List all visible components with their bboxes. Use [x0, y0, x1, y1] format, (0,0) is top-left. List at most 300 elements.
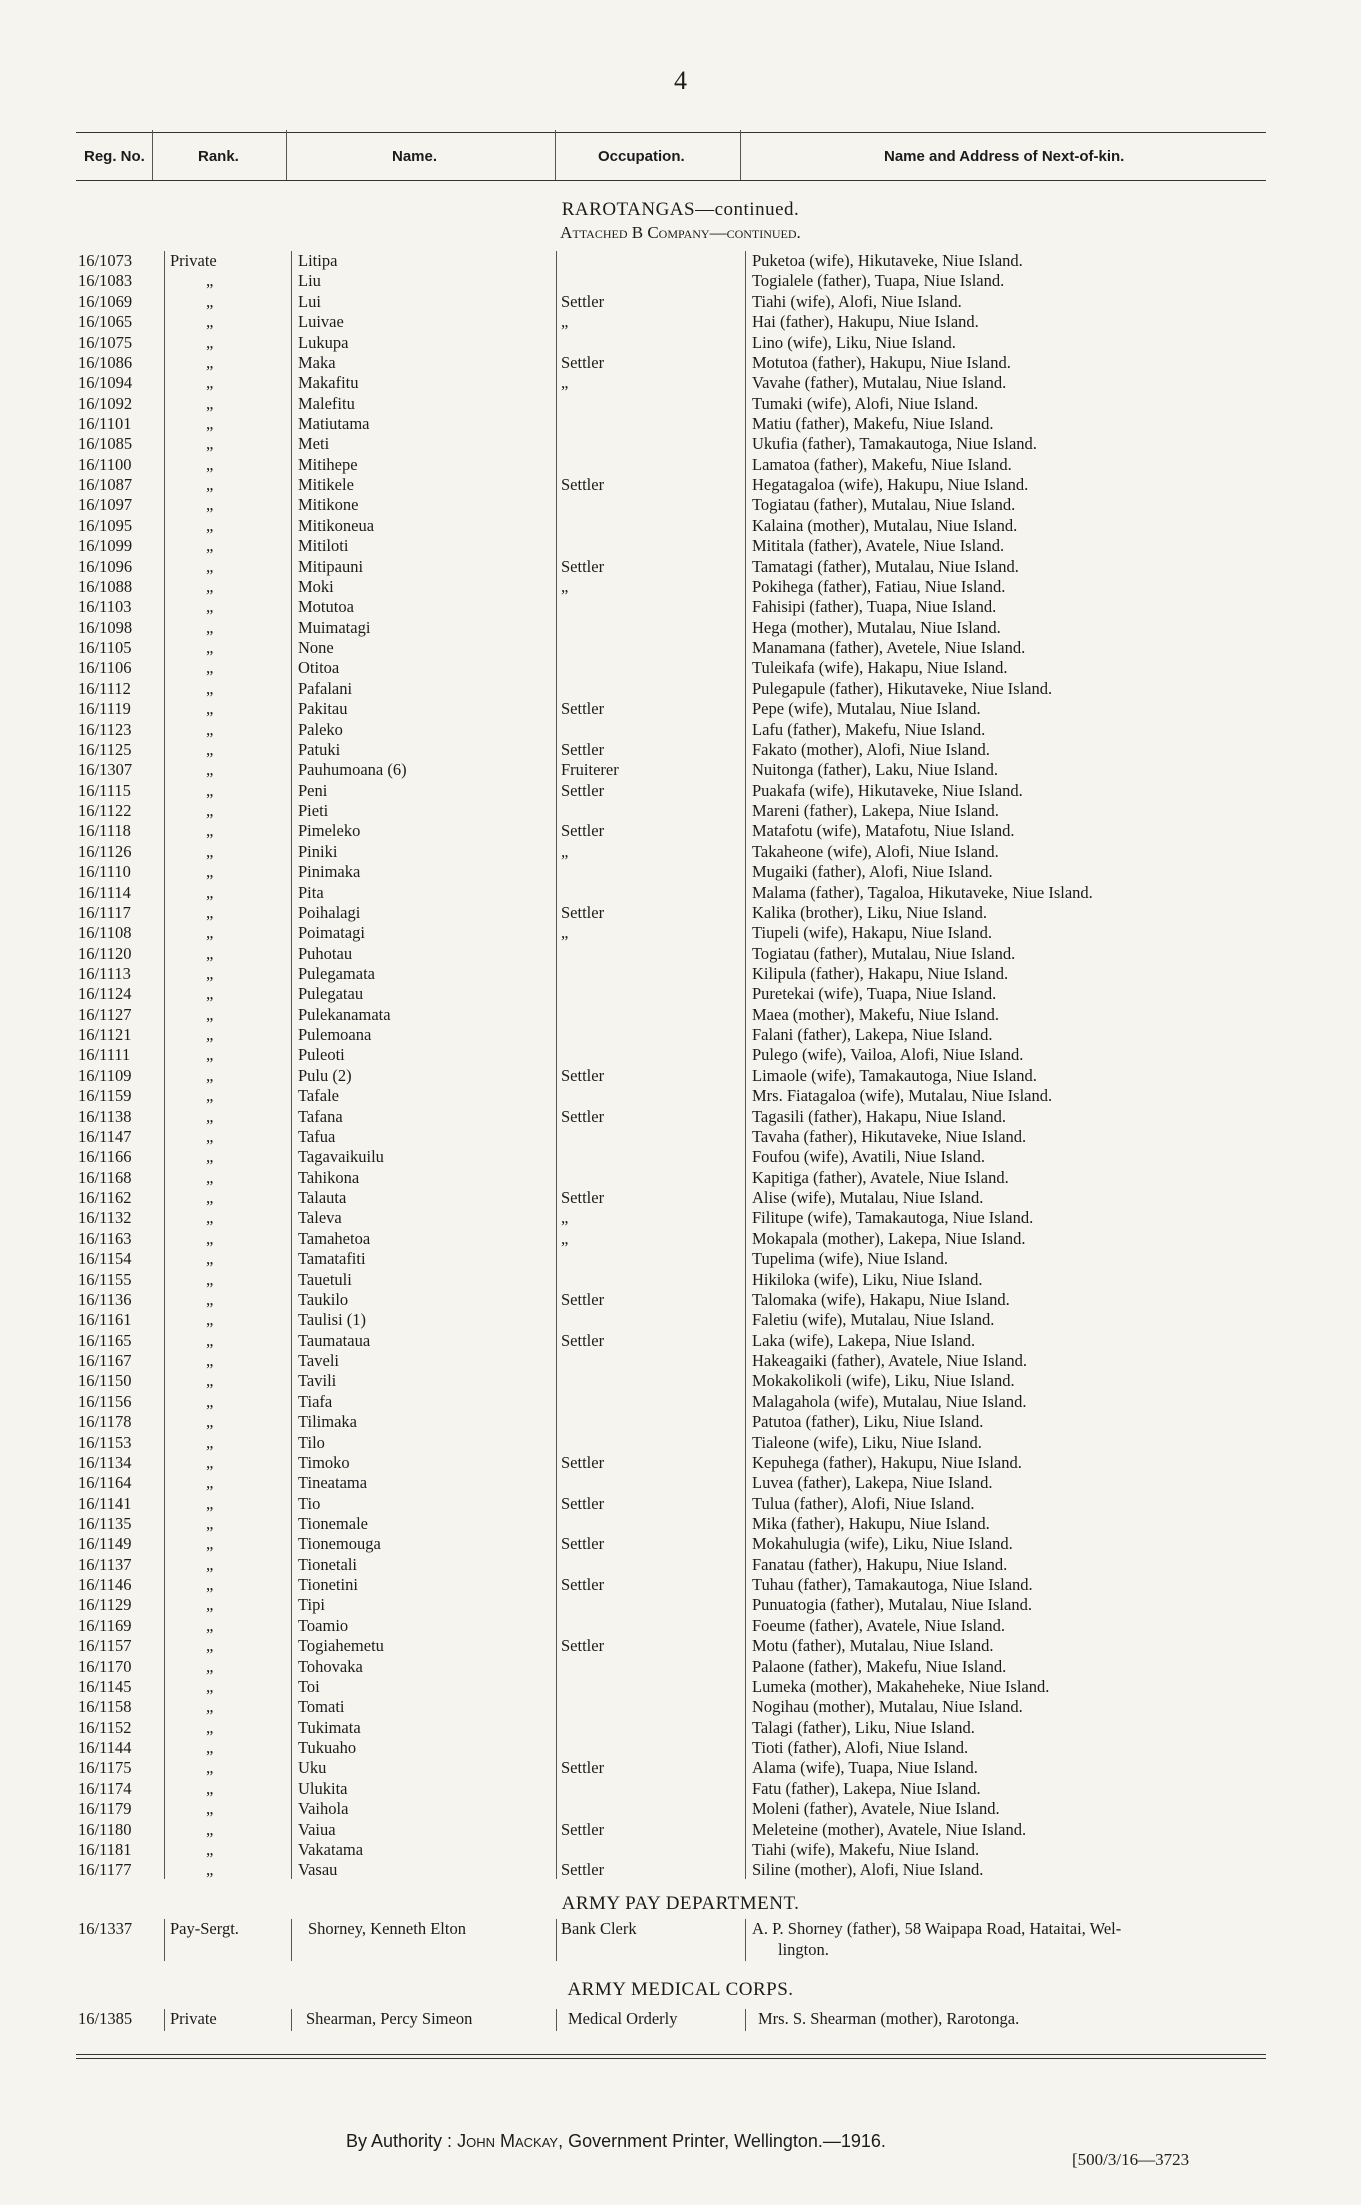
reg-no: 16/1147 [78, 1126, 132, 1146]
next-of-kin: Puketoa (wife), Hikutaveke, Niue Island. [752, 251, 1023, 270]
name: Tafale [298, 1086, 339, 1106]
reg-no: 16/1126 [78, 841, 132, 861]
table-row [0, 1351, 1361, 1371]
reg-no: 16/1109 [78, 1065, 132, 1085]
occupation: Medical Orderly [568, 2009, 678, 2028]
name: Timoko [298, 1452, 350, 1472]
subsection-title-b-company: Attached B Company—continued. [560, 223, 801, 242]
reg-no: 16/1163 [78, 1228, 132, 1248]
next-of-kin: Fatu (father), Lakepa, Niue Island. [752, 1778, 981, 1798]
next-of-kin: Puretekai (wife), Tuapa, Niue Island. [752, 984, 997, 1004]
table-row [0, 434, 1361, 454]
reg-no: 16/1166 [78, 1147, 132, 1167]
column-header-occupation: Occupation. [598, 148, 685, 165]
reg-no: 16/1144 [78, 1738, 132, 1757]
name: Taukilo [298, 1289, 349, 1309]
reg-no: 16/1099 [78, 536, 133, 556]
name: Mitihepe [298, 454, 358, 474]
column-header-next-of-kin: Name and Address of Next-of-kin. [884, 148, 1125, 165]
next-of-kin: Hegatagaloa (wife), Hakupu, Niue Island. [752, 475, 1029, 495]
table-row [0, 536, 1361, 556]
next-of-kin: Mrs. S. Shearman (mother), Rarotonga. [758, 2009, 1020, 2028]
reg-no: 16/1106 [78, 658, 132, 678]
next-of-kin: Matafotu (wife), Matafotu, Niue Island. [752, 821, 1015, 841]
reg-no: 16/1112 [78, 678, 131, 698]
rank: „ [206, 964, 214, 983]
table-row [0, 333, 1361, 353]
next-of-kin: Mrs. Fiatagaloa (wife), Mutalau, Niue Island. [752, 1086, 1053, 1106]
rank: „ [206, 414, 214, 433]
occupation: Settler [561, 475, 605, 495]
name: Puhotau [298, 943, 353, 963]
name: Taveli [298, 1351, 339, 1370]
name: Mitikele [298, 475, 354, 495]
name: Mitipauni [298, 556, 364, 576]
next-of-kin: Fakato (mother), Alofi, Niue Island. [752, 739, 990, 759]
rank: „ [206, 1697, 214, 1717]
rank: „ [206, 1636, 214, 1656]
reg-no: 16/1119 [78, 699, 131, 719]
next-of-kin: Tagasili (father), Hakapu, Niue Island. [752, 1106, 1007, 1126]
next-of-kin: Nogihau (mother), Mutalau, Niue Island. [752, 1697, 1023, 1717]
next-of-kin: Tiupeli (wife), Hakapu, Niue Island. [752, 923, 992, 943]
rank: „ [206, 291, 214, 311]
next-of-kin: Laka (wife), Lakepa, Niue Island. [752, 1330, 976, 1350]
table-row [0, 1412, 1361, 1432]
rank: „ [206, 678, 214, 698]
name: Mitikone [298, 495, 359, 515]
table-row [0, 842, 1361, 862]
name: Vasau [298, 1860, 338, 1880]
rank: „ [206, 923, 214, 943]
reg-no: 16/1154 [78, 1249, 132, 1269]
rank: „ [206, 1086, 214, 1106]
reg-no: 16/1136 [78, 1289, 132, 1309]
name: Litipa [298, 251, 338, 270]
reg-no: 16/1115 [78, 780, 131, 800]
bottom-rule [76, 2058, 1266, 2059]
reg-no: 16/1117 [78, 902, 131, 922]
rank: „ [206, 1371, 214, 1391]
table-row [0, 251, 1361, 271]
header-bottom-rule [76, 180, 1266, 181]
table-row [0, 1229, 1361, 1249]
reg-no: 16/1129 [78, 1595, 132, 1615]
occupation: Settler [561, 1065, 605, 1085]
next-of-kin: Vavahe (father), Mutalau, Niue Island. [752, 373, 1007, 393]
next-of-kin: Faletiu (wife), Mutalau, Niue Island. [752, 1310, 995, 1330]
reg-no: 16/1095 [78, 515, 133, 535]
reg-no: 16/1108 [78, 923, 132, 943]
column-header-divider [555, 130, 556, 180]
occupation: Settler [561, 1452, 605, 1472]
next-of-kin: Maea (mother), Makefu, Niue Island. [752, 1004, 999, 1024]
table-row [0, 1392, 1361, 1412]
reg-no: 16/1111 [78, 1045, 131, 1065]
occupation: Settler [561, 1330, 605, 1350]
table-row [0, 353, 1361, 373]
rank: „ [206, 597, 214, 617]
table-row [0, 1799, 1361, 1819]
rank: „ [206, 1615, 214, 1635]
table-row [0, 1779, 1361, 1799]
table-row [0, 1494, 1361, 1514]
name: None [298, 638, 334, 657]
next-of-kin: Talomaka (wife), Hakapu, Niue Island. [752, 1289, 1010, 1309]
reg-no: 16/1124 [78, 984, 132, 1004]
next-of-kin: Lino (wife), Liku, Niue Island. [752, 332, 956, 352]
table-row [0, 699, 1361, 719]
next-of-kin: Kalaina (mother), Mutalau, Niue Island. [752, 515, 1018, 535]
rank: „ [206, 1839, 214, 1859]
table-row-continuation [0, 1940, 1361, 1960]
occupation: Settler [561, 1636, 605, 1656]
next-of-kin: Hakeagaiki (father), Avatele, Niue Island. [752, 1351, 1028, 1370]
rank: „ [206, 1126, 214, 1146]
table-divider [291, 1919, 292, 1961]
next-of-kin: Tumaki (wife), Alofi, Niue Island. [752, 393, 979, 413]
table-row [0, 1514, 1361, 1534]
rank: „ [206, 1269, 214, 1289]
next-of-kin: Meleteine (mother), Avatele, Niue Island. [752, 1819, 1027, 1839]
reg-no: 16/1337 [78, 1919, 133, 1938]
name: Pulegatau [298, 984, 364, 1004]
next-of-kin: Pulego (wife), Vailoa, Alofi, Niue Island. [752, 1045, 1024, 1065]
reg-no: 16/1180 [78, 1819, 132, 1839]
next-of-kin: Manamana (father), Avetele, Niue Island. [752, 638, 1026, 657]
reg-no: 16/1158 [78, 1697, 132, 1717]
reg-no: 16/1114 [78, 882, 131, 902]
name: Pafalani [298, 678, 353, 698]
rank: „ [206, 495, 214, 515]
table-row [0, 923, 1361, 943]
name: Vaiua [298, 1819, 336, 1839]
bottom-rule [76, 2054, 1266, 2055]
next-of-kin: Pokihega (father), Fatiau, Niue Island. [752, 576, 1006, 596]
table-row [0, 1616, 1361, 1636]
rank: „ [206, 1595, 214, 1615]
rank: „ [206, 271, 214, 291]
rank: „ [206, 1330, 214, 1350]
table-row [0, 1147, 1361, 1167]
rank: „ [206, 536, 214, 556]
next-of-kin: Limaole (wife), Tamakautoga, Niue Island. [752, 1065, 1037, 1085]
rank: „ [206, 373, 214, 393]
next-of-kin: Talagi (father), Liku, Niue Island. [752, 1717, 975, 1737]
header-top-rule [76, 132, 1266, 133]
reg-no: 16/1073 [78, 251, 133, 270]
name: Tionetali [298, 1554, 357, 1574]
reg-no: 16/1127 [78, 1004, 132, 1024]
table-row [0, 740, 1361, 760]
table-row [0, 679, 1361, 699]
section-title-army-medical: ARMY MEDICAL CORPS. [567, 1979, 794, 2000]
name: Tauetuli [298, 1269, 352, 1289]
rank: „ [206, 1493, 214, 1513]
next-of-kin: Takaheone (wife), Alofi, Niue Island. [752, 841, 999, 861]
table-row [0, 720, 1361, 740]
name: Pulekanamata [298, 1004, 391, 1024]
next-of-kin: Luvea (father), Lakepa, Niue Island. [752, 1473, 993, 1493]
occupation: Bank Clerk [561, 1919, 637, 1938]
table-row [0, 394, 1361, 414]
rank: „ [206, 1004, 214, 1024]
next-of-kin: Pepe (wife), Mutalau, Niue Island. [752, 699, 981, 719]
reg-no: 16/1132 [78, 1208, 132, 1228]
name: Pauhumoana (6) [298, 760, 407, 780]
rank: „ [206, 780, 214, 800]
next-of-kin: Tamatagi (father), Mutalau, Niue Island. [752, 556, 1019, 576]
next-of-kin: Mareni (father), Lakepa, Niue Island. [752, 801, 999, 820]
table-row [0, 1107, 1361, 1127]
rank: „ [206, 475, 214, 495]
name: Moki [298, 576, 334, 596]
reg-no: 16/1134 [78, 1452, 132, 1472]
name: Tilimaka [298, 1412, 357, 1432]
imprint [346, 2131, 886, 2152]
reg-no: 16/1100 [78, 454, 132, 474]
reg-no: 16/1105 [78, 638, 132, 657]
reg-no: 16/1092 [78, 393, 133, 413]
table-row [0, 516, 1361, 536]
next-of-kin: A. P. Shorney (father), 58 Waipapa Road, Hataitai, Wel- [752, 1919, 1122, 1938]
next-of-kin: Filitupe (wife), Tamakautoga, Niue Island. [752, 1208, 1034, 1228]
rank: „ [206, 862, 214, 882]
name: Patuki [298, 739, 341, 759]
next-of-kin: Hai (father), Hakupu, Niue Island. [752, 312, 979, 332]
occupation: „ [561, 1208, 569, 1228]
reg-no: 16/1098 [78, 617, 133, 637]
rank: „ [206, 1391, 214, 1411]
rank: „ [206, 1799, 214, 1819]
name: Matiutama [298, 414, 370, 433]
next-of-kin: Tuleikafa (wife), Hakapu, Niue Island. [752, 658, 1008, 678]
table-divider [556, 1919, 557, 1961]
next-of-kin: Fahisipi (father), Tuapa, Niue Island. [752, 597, 997, 617]
rank: „ [206, 984, 214, 1004]
name: Motutoa [298, 597, 354, 617]
occupation: Settler [561, 352, 605, 372]
table-divider [556, 2009, 557, 2031]
table-row [0, 1310, 1361, 1330]
reg-no: 16/1157 [78, 1636, 132, 1656]
next-of-kin: Nuitonga (father), Laku, Niue Island. [752, 760, 999, 780]
rank: „ [206, 556, 214, 576]
next-of-kin: Mokahulugia (wife), Liku, Niue Island. [752, 1534, 1013, 1554]
next-of-kin: Foufou (wife), Avatili, Niue Island. [752, 1147, 985, 1167]
occupation: Settler [561, 1860, 605, 1880]
rank: „ [206, 739, 214, 759]
table-row [0, 1127, 1361, 1147]
rank: „ [206, 1656, 214, 1676]
name: Shorney, Kenneth Elton [308, 1919, 466, 1938]
reg-no: 16/1178 [78, 1412, 132, 1432]
name: Pinimaka [298, 862, 361, 882]
name: Pimeleko [298, 821, 361, 841]
table-row [0, 1066, 1361, 1086]
occupation: „ [561, 1228, 569, 1248]
name: Tukimata [298, 1717, 361, 1737]
next-of-kin: Patutoa (father), Liku, Niue Island. [752, 1412, 984, 1432]
table-row [0, 1025, 1361, 1045]
name: Makafitu [298, 373, 359, 393]
name: Taulisi (1) [298, 1310, 367, 1330]
reg-no: 16/1138 [78, 1106, 132, 1126]
table-row [0, 1270, 1361, 1290]
table-row [0, 557, 1361, 577]
rank: „ [206, 1432, 214, 1452]
rank: „ [206, 1717, 214, 1737]
next-of-kin: Tiahi (wife), Makefu, Niue Island. [752, 1839, 980, 1859]
next-of-kin: Kalika (brother), Liku, Niue Island. [752, 902, 988, 922]
name: Tamahetoa [298, 1228, 371, 1248]
reg-no: 16/1146 [78, 1575, 132, 1594]
reg-no: 16/1152 [78, 1717, 132, 1737]
name: Tafana [298, 1106, 343, 1126]
rank: „ [206, 434, 214, 454]
rank: „ [206, 841, 214, 861]
reg-no: 16/1103 [78, 597, 132, 617]
rank: „ [206, 1738, 214, 1757]
occupation: Settler [561, 1106, 605, 1126]
table-divider [745, 1919, 746, 1961]
name: Tavili [298, 1371, 337, 1391]
next-of-kin: Kilipula (father), Hakapu, Niue Island. [752, 964, 1009, 983]
name: Tipi [298, 1595, 325, 1615]
table-row [0, 658, 1361, 678]
reg-no: 16/1101 [78, 414, 132, 433]
rank: „ [206, 1106, 214, 1126]
next-of-kin: Lafu (father), Makefu, Niue Island. [752, 719, 986, 739]
rank: „ [206, 312, 214, 332]
table-row [0, 1473, 1361, 1493]
section-title-army-pay: ARMY PAY DEPARTMENT. [561, 1893, 800, 1914]
name: Uku [298, 1758, 327, 1778]
next-of-kin: Hega (mother), Mutalau, Niue Island. [752, 617, 1001, 637]
rank: „ [206, 1025, 214, 1045]
next-of-kin: Tulua (father), Alofi, Niue Island. [752, 1493, 975, 1513]
rank: „ [206, 801, 214, 820]
name: Pulu (2) [298, 1065, 352, 1085]
next-of-kin: Alama (wife), Tuapa, Niue Island. [752, 1758, 978, 1778]
next-of-kin: Motutoa (father), Hakupu, Niue Island. [752, 352, 1011, 372]
reg-no: 16/1307 [78, 760, 133, 780]
rank: „ [206, 1554, 214, 1574]
reg-no: 16/1165 [78, 1330, 132, 1350]
reg-no: 16/1170 [78, 1656, 132, 1676]
reg-no: 16/1156 [78, 1391, 132, 1411]
next-of-kin: Lumeka (mother), Makaheheke, Niue Island. [752, 1676, 1050, 1696]
table-row [0, 801, 1361, 821]
reg-no: 16/1174 [78, 1778, 132, 1798]
name: Talauta [298, 1188, 347, 1207]
column-header-divider [152, 130, 153, 180]
table-row [0, 1677, 1361, 1697]
next-of-kin: Malagahola (wife), Mutalau, Niue Island. [752, 1391, 1027, 1411]
occupation: Fruiterer [561, 760, 619, 780]
name: Tionemale [298, 1513, 368, 1533]
table-row [0, 1453, 1361, 1473]
table-row [0, 312, 1361, 332]
reg-no: 16/1097 [78, 495, 133, 515]
rank: „ [206, 760, 214, 780]
reg-no: 16/1167 [78, 1351, 132, 1370]
rank: „ [206, 1228, 214, 1248]
name: Maka [298, 352, 336, 372]
next-of-kin: Palaone (father), Makefu, Niue Island. [752, 1656, 1007, 1676]
name: Shearman, Percy Simeon [306, 2009, 473, 2028]
next-of-kin: Togiatau (father), Mutalau, Niue Island. [752, 495, 1016, 515]
imprint-suffix: Government Printer, Wellington.—1916. [568, 2131, 886, 2151]
occupation: Settler [561, 291, 605, 311]
reg-no: 16/1069 [78, 291, 133, 311]
table-row [0, 1595, 1361, 1615]
table-row [0, 271, 1361, 291]
name: Tionemouga [298, 1534, 381, 1554]
occupation: Settler [561, 1575, 605, 1594]
table-row [0, 1188, 1361, 1208]
occupation: „ [561, 373, 569, 393]
table-row [0, 638, 1361, 658]
table-row [0, 1657, 1361, 1677]
reg-no: 16/1181 [78, 1839, 132, 1859]
reg-no: 16/1161 [78, 1310, 132, 1330]
next-of-kin: Siline (mother), Alofi, Niue Island. [752, 1860, 984, 1880]
next-of-kin: Puakafa (wife), Hikutaveke, Niue Island. [752, 780, 1023, 800]
reg-no: 16/1075 [78, 332, 133, 352]
reg-no: 16/1087 [78, 475, 133, 495]
rank: „ [206, 821, 214, 841]
name: Tio [298, 1493, 321, 1513]
rank: „ [206, 638, 214, 657]
table-divider [164, 2009, 165, 2031]
table-row [0, 1371, 1361, 1391]
name: Tohovaka [298, 1656, 363, 1676]
name: Mitikoneua [298, 515, 375, 535]
table-row [0, 2009, 1361, 2029]
name: Muimatagi [298, 617, 371, 637]
rank: „ [206, 1188, 214, 1207]
name: Meti [298, 434, 330, 454]
name: Tamatafiti [298, 1249, 366, 1269]
occupation: Settler [561, 739, 605, 759]
table-row [0, 475, 1361, 495]
table-row [0, 1208, 1361, 1228]
reg-no: 16/1169 [78, 1615, 132, 1635]
occupation: „ [561, 312, 569, 332]
next-of-kin: Tavaha (father), Hikutaveke, Niue Island. [752, 1126, 1027, 1146]
rank: „ [206, 1045, 214, 1065]
table-divider [745, 2009, 746, 2031]
table-row [0, 1168, 1361, 1188]
table-row [0, 618, 1361, 638]
reg-no: 16/1096 [78, 556, 133, 576]
table-row [0, 1575, 1361, 1595]
rank: „ [206, 352, 214, 372]
table-row [0, 862, 1361, 882]
next-of-kin: Tuhau (father), Tamakautoga, Niue Island. [752, 1575, 1033, 1594]
reg-no: 16/1088 [78, 576, 133, 596]
next-of-kin: Mugaiki (father), Alofi, Niue Island. [752, 862, 993, 882]
table-row [0, 1331, 1361, 1351]
reg-no: 16/1179 [78, 1799, 132, 1819]
table-row [0, 1718, 1361, 1738]
printer-name: John Mackay, [457, 2131, 564, 2151]
reg-no: 16/1175 [78, 1758, 132, 1778]
reg-no: 16/1085 [78, 434, 133, 454]
occupation: Settler [561, 1493, 605, 1513]
table-row [0, 1860, 1361, 1880]
